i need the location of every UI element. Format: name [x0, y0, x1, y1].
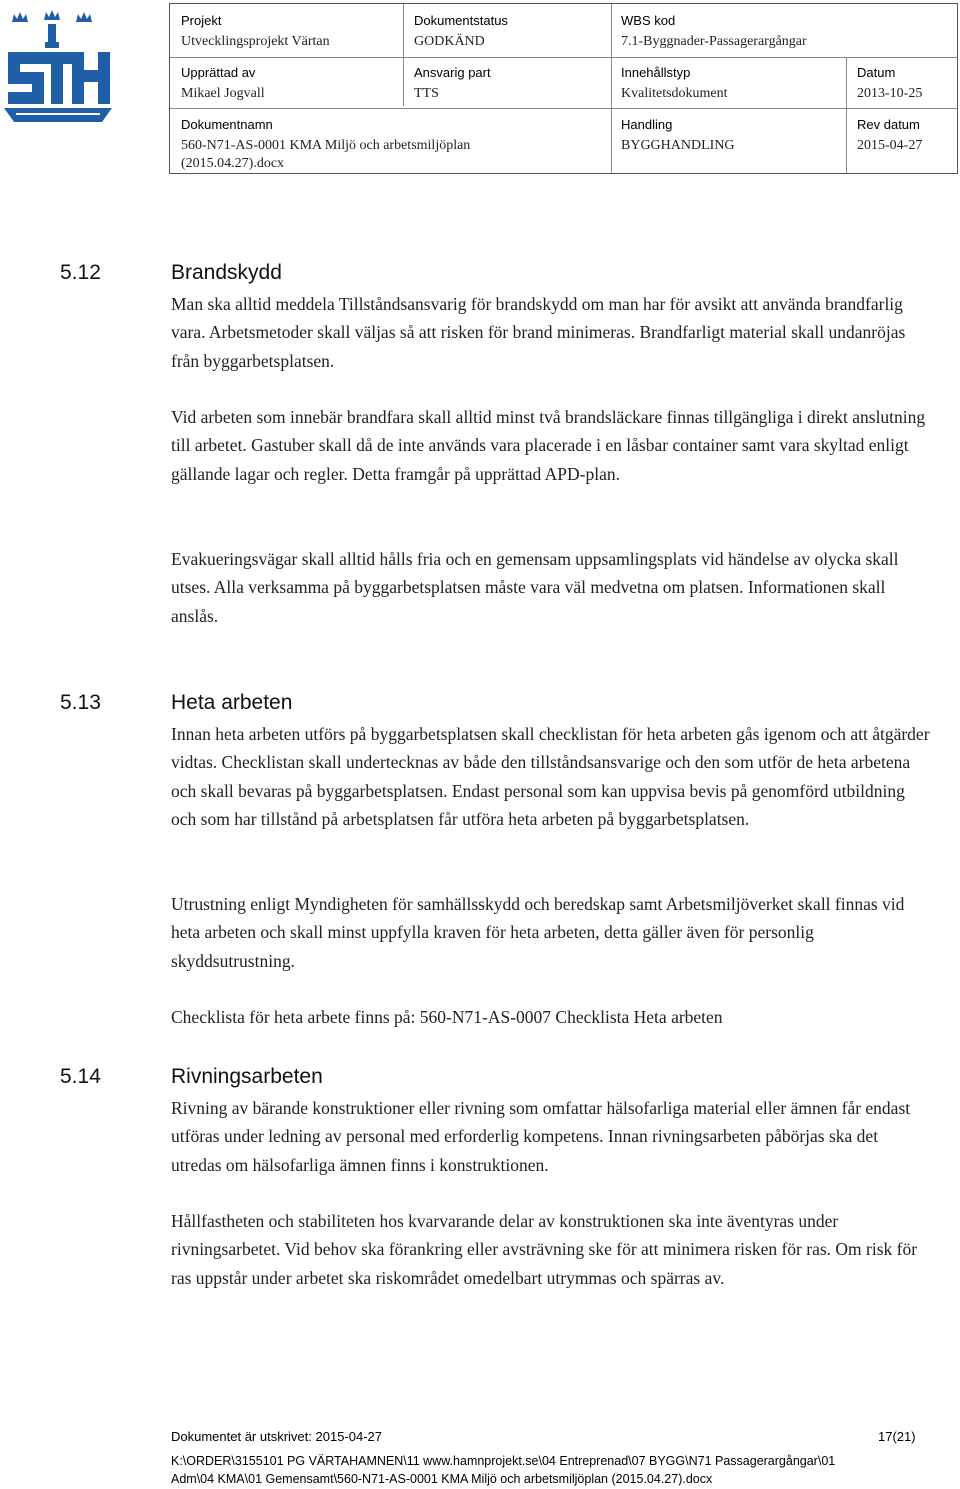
header-datum [857, 64, 922, 103]
datum-label: Datum [857, 65, 896, 80]
innehall-value: Kvalitetsdokument [621, 86, 728, 101]
section-title: Rivningsarbeten [171, 1065, 323, 1088]
footer-path-line-2: Adm\04 KMA\01 Gemensamt\560-N71-AS-0001 KMA Miljö och arbetsmiljöplan (2015.04.27).docx [171, 1472, 713, 1486]
paragraph: Utrustning enligt Myndigheten för samhällsskydd och beredskap samt Arbetsmiljöverket skall finnas vid heta arbeten och skall minst uppfylla kraven för heta arbeten, detta gäller även för personlig skyddsutrustning. [171, 894, 905, 971]
paragraph: Innan heta arbeten utförs på byggarbetsplatsen skall checklistan för heta arbeten gås igenom och att åtgärder vidtas. Checklistan skall undertecknas av både den tillståndsansvarige och den som utför de heta arbetena och skall bevaras på byggarbetsplatsen. Endast personal som kan uppvisa bevis på genomförd utbildning och som har tillstånd på arbetsplatsen får utföra heta arbeten på byggarbetsplatsen. [171, 724, 930, 830]
document-header-table [169, 3, 958, 174]
datum-value: 2013-10-25 [857, 86, 923, 101]
wbs-label: WBS kod [621, 13, 676, 28]
status-label: Dokumentstatus [414, 13, 508, 28]
sth-logo-icon [2, 8, 114, 124]
header-innehall [621, 64, 728, 103]
dokumentnamn-value: 560-N71-AS-0001 KMA Miljö och arbetsmiljöplan (2015.04.27).docx [181, 138, 471, 171]
section-number: 5.12 [60, 261, 101, 284]
handling-value: BYGGHANDLING [621, 138, 735, 153]
upprattad-value: Mikael Jogvall [181, 86, 265, 101]
innehall-label: Innehållstyp [621, 65, 691, 80]
paragraph: Man ska alltid meddela Tillståndsansvarig för brandskydd om man har för avsikt att använda brandfarlig vara. Arbetsmetoder skall väljas så att risken för brand minimeras. Brandfarligt material skall undanröjas från byggarbetsplatsen. [171, 294, 906, 371]
section-number: 5.14 [60, 1065, 101, 1088]
footer-printed-date: Dokumentet är utskrivet: 2015-04-27 [171, 1429, 382, 1444]
revdatum-label: Rev datum [857, 117, 920, 132]
header-handling [621, 116, 735, 155]
header-wbs [621, 12, 807, 51]
wbs-value: 7.1-Byggnader-Passagerargångar [621, 34, 807, 49]
status-value: GODKÄND [414, 34, 485, 49]
paragraph: Vid arbeten som innebär brandfara skall alltid minst två brandsläckare finnas tillgängliga i direkt anslutning till arbetet. Gastuber skall då de inte används vara placerade i en låsbar container samt vara skyltad enligt gällande lagar och regler. Detta framgår på upprättad APD-plan. [171, 407, 926, 484]
paragraph: Hållfastheten och stabiliteten hos kvarvarande delar av konstruktionen ska inte äventyras under rivningsarbetet. Vid behov ska förankring eller avsträvning ske för att minimera risken för ras. Om risk för ras uppstår under arbetet ska riskområdet omedelbart utrymmas och spärras av. [171, 1211, 918, 1288]
projekt-value: Utvecklingsprojekt Värtan [181, 34, 330, 49]
projekt-label: Projekt [181, 13, 222, 28]
paragraph: Rivning av bärande konstruktioner eller rivning som omfattar hälsofarliga material eller ämnen får endast utföras under ledning av personal med erforderlig kompetens. Innan rivningsarbeten påbörjas ska det utredas om hälsofarliga ämnen finns i konstruktionen. [171, 1098, 911, 1175]
sth-logo [2, 8, 114, 124]
footer-page-number: 17(21) [878, 1429, 916, 1444]
footer-path-line-1: K:\ORDER\3155101 PG VÄRTAHAMNEN\11 www.hamnprojekt.se\04 Entreprenad\07 BYGG\N71 Passagerargångar\01 [171, 1454, 836, 1468]
header-projekt [181, 12, 330, 51]
dokumentnamn-label: Dokumentnamn [181, 117, 273, 132]
ansvarig-label: Ansvarig part [414, 65, 491, 80]
revdatum-value: 2015-04-27 [857, 138, 923, 153]
handling-label: Handling [621, 117, 673, 132]
section-title: Heta arbeten [171, 691, 293, 714]
header-upprattad [181, 64, 265, 103]
header-ansvarig [414, 64, 491, 103]
section-number: 5.13 [60, 691, 101, 714]
header-dokumentnamn [181, 116, 511, 173]
section-title: Brandskydd [171, 261, 282, 284]
header-revdatum [857, 116, 922, 155]
paragraph: Checklista för heta arbete finns på: 560-N71-AS-0007 Checklista Heta arbeten [171, 1007, 723, 1027]
upprattad-label: Upprättad av [181, 65, 256, 80]
paragraph: Evakueringsvägar skall alltid hålls fria och en gemensam uppsamlingsplats vid händelse av olycka skall utses. Alla verksamma på byggarbetsplatsen måste vara väl medvetna om platsen. Informationen skall anslås. [171, 549, 899, 626]
ansvarig-value: TTS [414, 86, 439, 101]
header-status [414, 12, 508, 51]
